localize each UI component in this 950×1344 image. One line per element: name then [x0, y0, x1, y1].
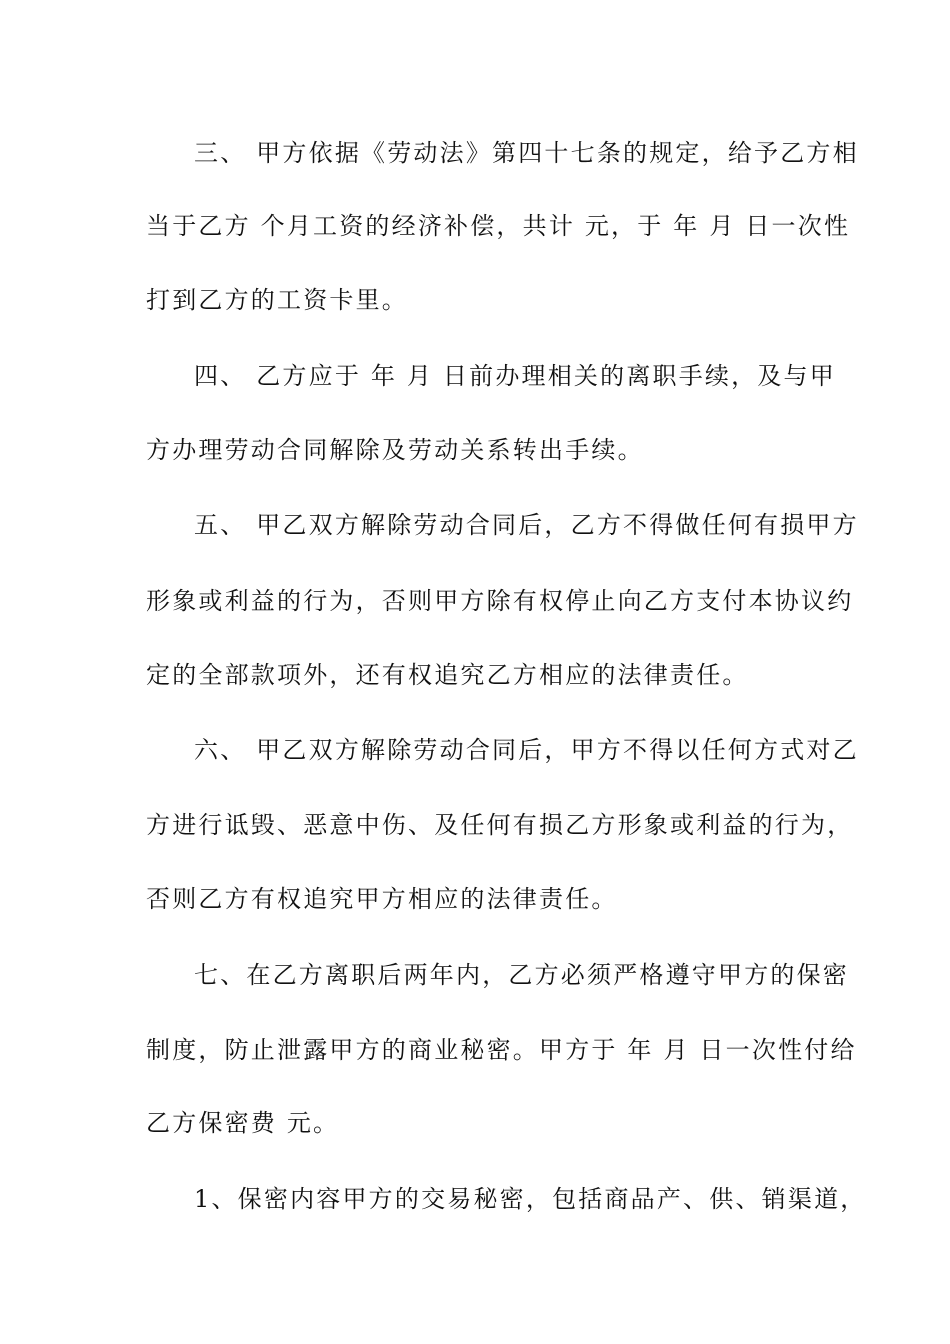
clause-3-line-2: 当于乙方 个月工资的经济补偿，共计 元，于 年 月 日一次性: [146, 212, 851, 240]
clause-4-line-2: 方办理劳动合同解除及劳动关系转出手续。: [146, 436, 644, 464]
clause-6-line-2: 方进行诋毁、恶意中伤、及任何有损乙方形象或利益的行为，: [146, 811, 854, 839]
clause-5-line-3: 定的全部款项外，还有权追究乙方相应的法律责任。: [146, 661, 749, 689]
clause-3-line-1: 三、 甲方依据《劳动法》第四十七条的规定，给予乙方相: [194, 139, 859, 167]
clause-5-line-2: 形象或利益的行为，否则甲方除有权停止向乙方支付本协议约: [146, 587, 854, 615]
subclause-1-line-1: 1、保密内容甲方的交易秘密，包括商品产、供、销渠道，: [194, 1185, 867, 1213]
clause-4-line-1: 四、 乙方应于 年 月 日前办理相关的离职手续，及与甲: [194, 362, 836, 390]
clause-5-line-1: 五、 甲乙双方解除劳动合同后，乙方不得做任何有损甲方: [194, 511, 859, 539]
clause-6-line-3: 否则乙方有权追究甲方相应的法律责任。: [146, 885, 618, 913]
clause-6-line-1: 六、 甲乙双方解除劳动合同后，甲方不得以任何方式对乙: [194, 736, 859, 764]
clause-7-line-2: 制度，防止泄露甲方的商业秘密。甲方于 年 月 日一次性付给: [146, 1036, 857, 1064]
clause-7-line-1: 七、在乙方离职后两年内，乙方必须严格遵守甲方的保密: [194, 961, 849, 989]
clause-3-line-3: 打到乙方的工资卡里。: [146, 286, 408, 314]
clause-7-line-3: 乙方保密费 元。: [146, 1109, 340, 1137]
